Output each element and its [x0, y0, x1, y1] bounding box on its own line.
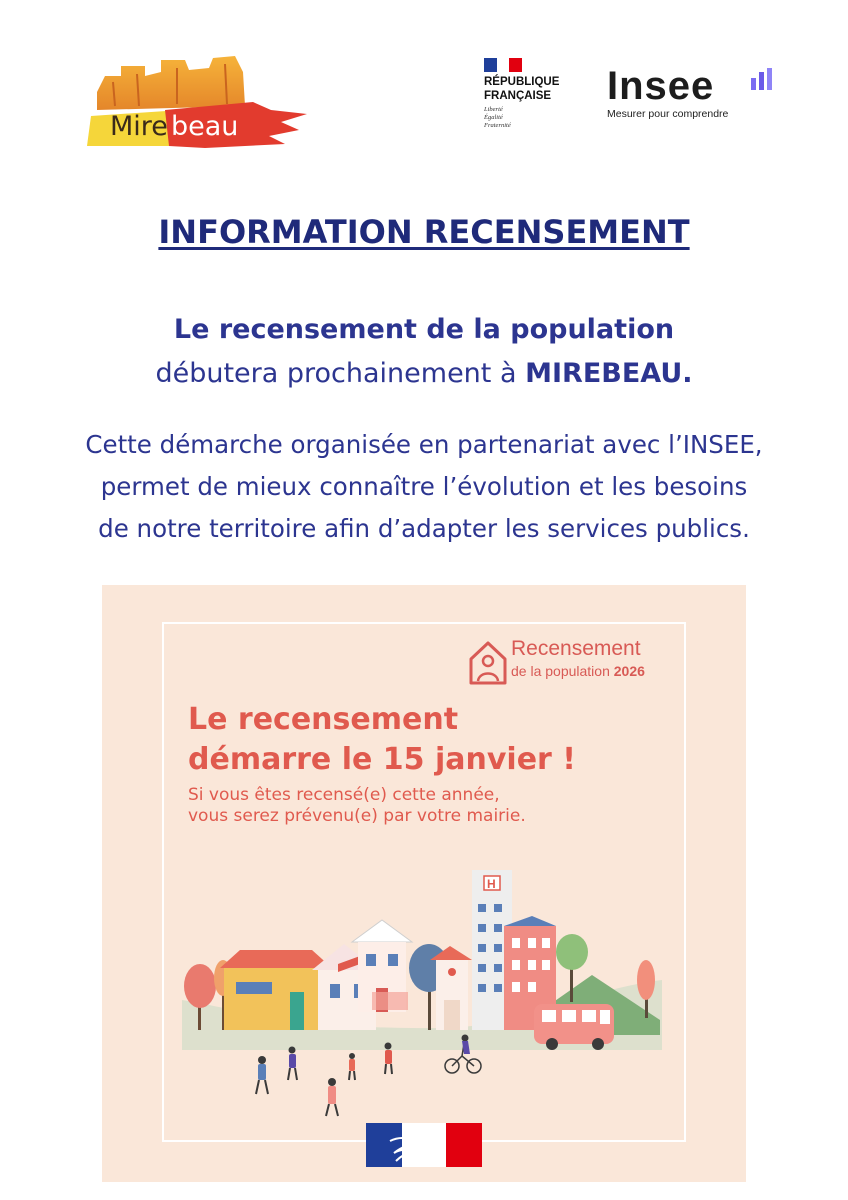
description-paragraph [0, 424, 848, 550]
logo-text-beau: beau [171, 111, 239, 142]
mirebeau-logo [85, 52, 313, 152]
insee-logo [607, 66, 782, 126]
bus-icon [534, 1004, 614, 1050]
intro-line-2: débutera prochainement à [155, 358, 526, 389]
headline-line-2: démarre le 15 janvier ! [188, 742, 576, 777]
pedestrian-icon [256, 1043, 392, 1117]
recensement-logo-title: Recensement [511, 637, 641, 660]
intro-line-1: Le recensement de la population [173, 314, 675, 345]
insee-tagline: Mesurer pour comprendre [607, 108, 729, 120]
poster-headline [188, 700, 668, 780]
marianne-logo [366, 1123, 482, 1167]
rf-name-line1: RÉPUBLIQUE [484, 76, 560, 88]
description-line-3: de notre territoire afin d’adapter les services publics. [98, 514, 750, 543]
headline-line-1: Le recensement [188, 702, 459, 737]
poster-subtext [188, 785, 668, 827]
intro-paragraph [0, 308, 848, 396]
census-year: 2026 [613, 663, 645, 679]
census-poster [102, 585, 746, 1182]
town-name: MIREBEAU. [525, 358, 693, 389]
yellow-house [220, 950, 332, 1030]
town-illustration [182, 860, 672, 1120]
recensement-logo [468, 637, 668, 689]
small-building [430, 946, 472, 1030]
page-title: INFORMATION RECENSEMENT [158, 213, 690, 251]
house-person-icon [468, 637, 508, 685]
rf-name-line2: FRANÇAISE [484, 90, 552, 102]
town-hall [352, 920, 412, 1012]
recensement-logo-sub: de la population [511, 663, 610, 679]
insee-name: Insee [607, 64, 715, 108]
bar-chart-icon [749, 68, 779, 90]
rf-motto-1: Liberté [484, 106, 503, 113]
subtext-line-2: vous serez prévenu(e) par votre mairie. [188, 806, 526, 826]
french-flag-icon [484, 58, 522, 72]
republique-francaise-logo [484, 58, 589, 140]
subtext-line-1: Si vous êtes recensé(e) cette année, [188, 785, 500, 805]
hospital-sign: H [487, 877, 496, 891]
description-line-2: permet de mieux connaître l’évolution et les besoins [100, 472, 748, 501]
description-line-1: Cette démarche organisée en partenariat avec l’INSEE, [85, 430, 763, 459]
rf-motto-3: Fraternité [484, 122, 511, 129]
rf-motto-2: Égalité [484, 114, 503, 121]
logo-text-mire: Mire [110, 111, 168, 142]
